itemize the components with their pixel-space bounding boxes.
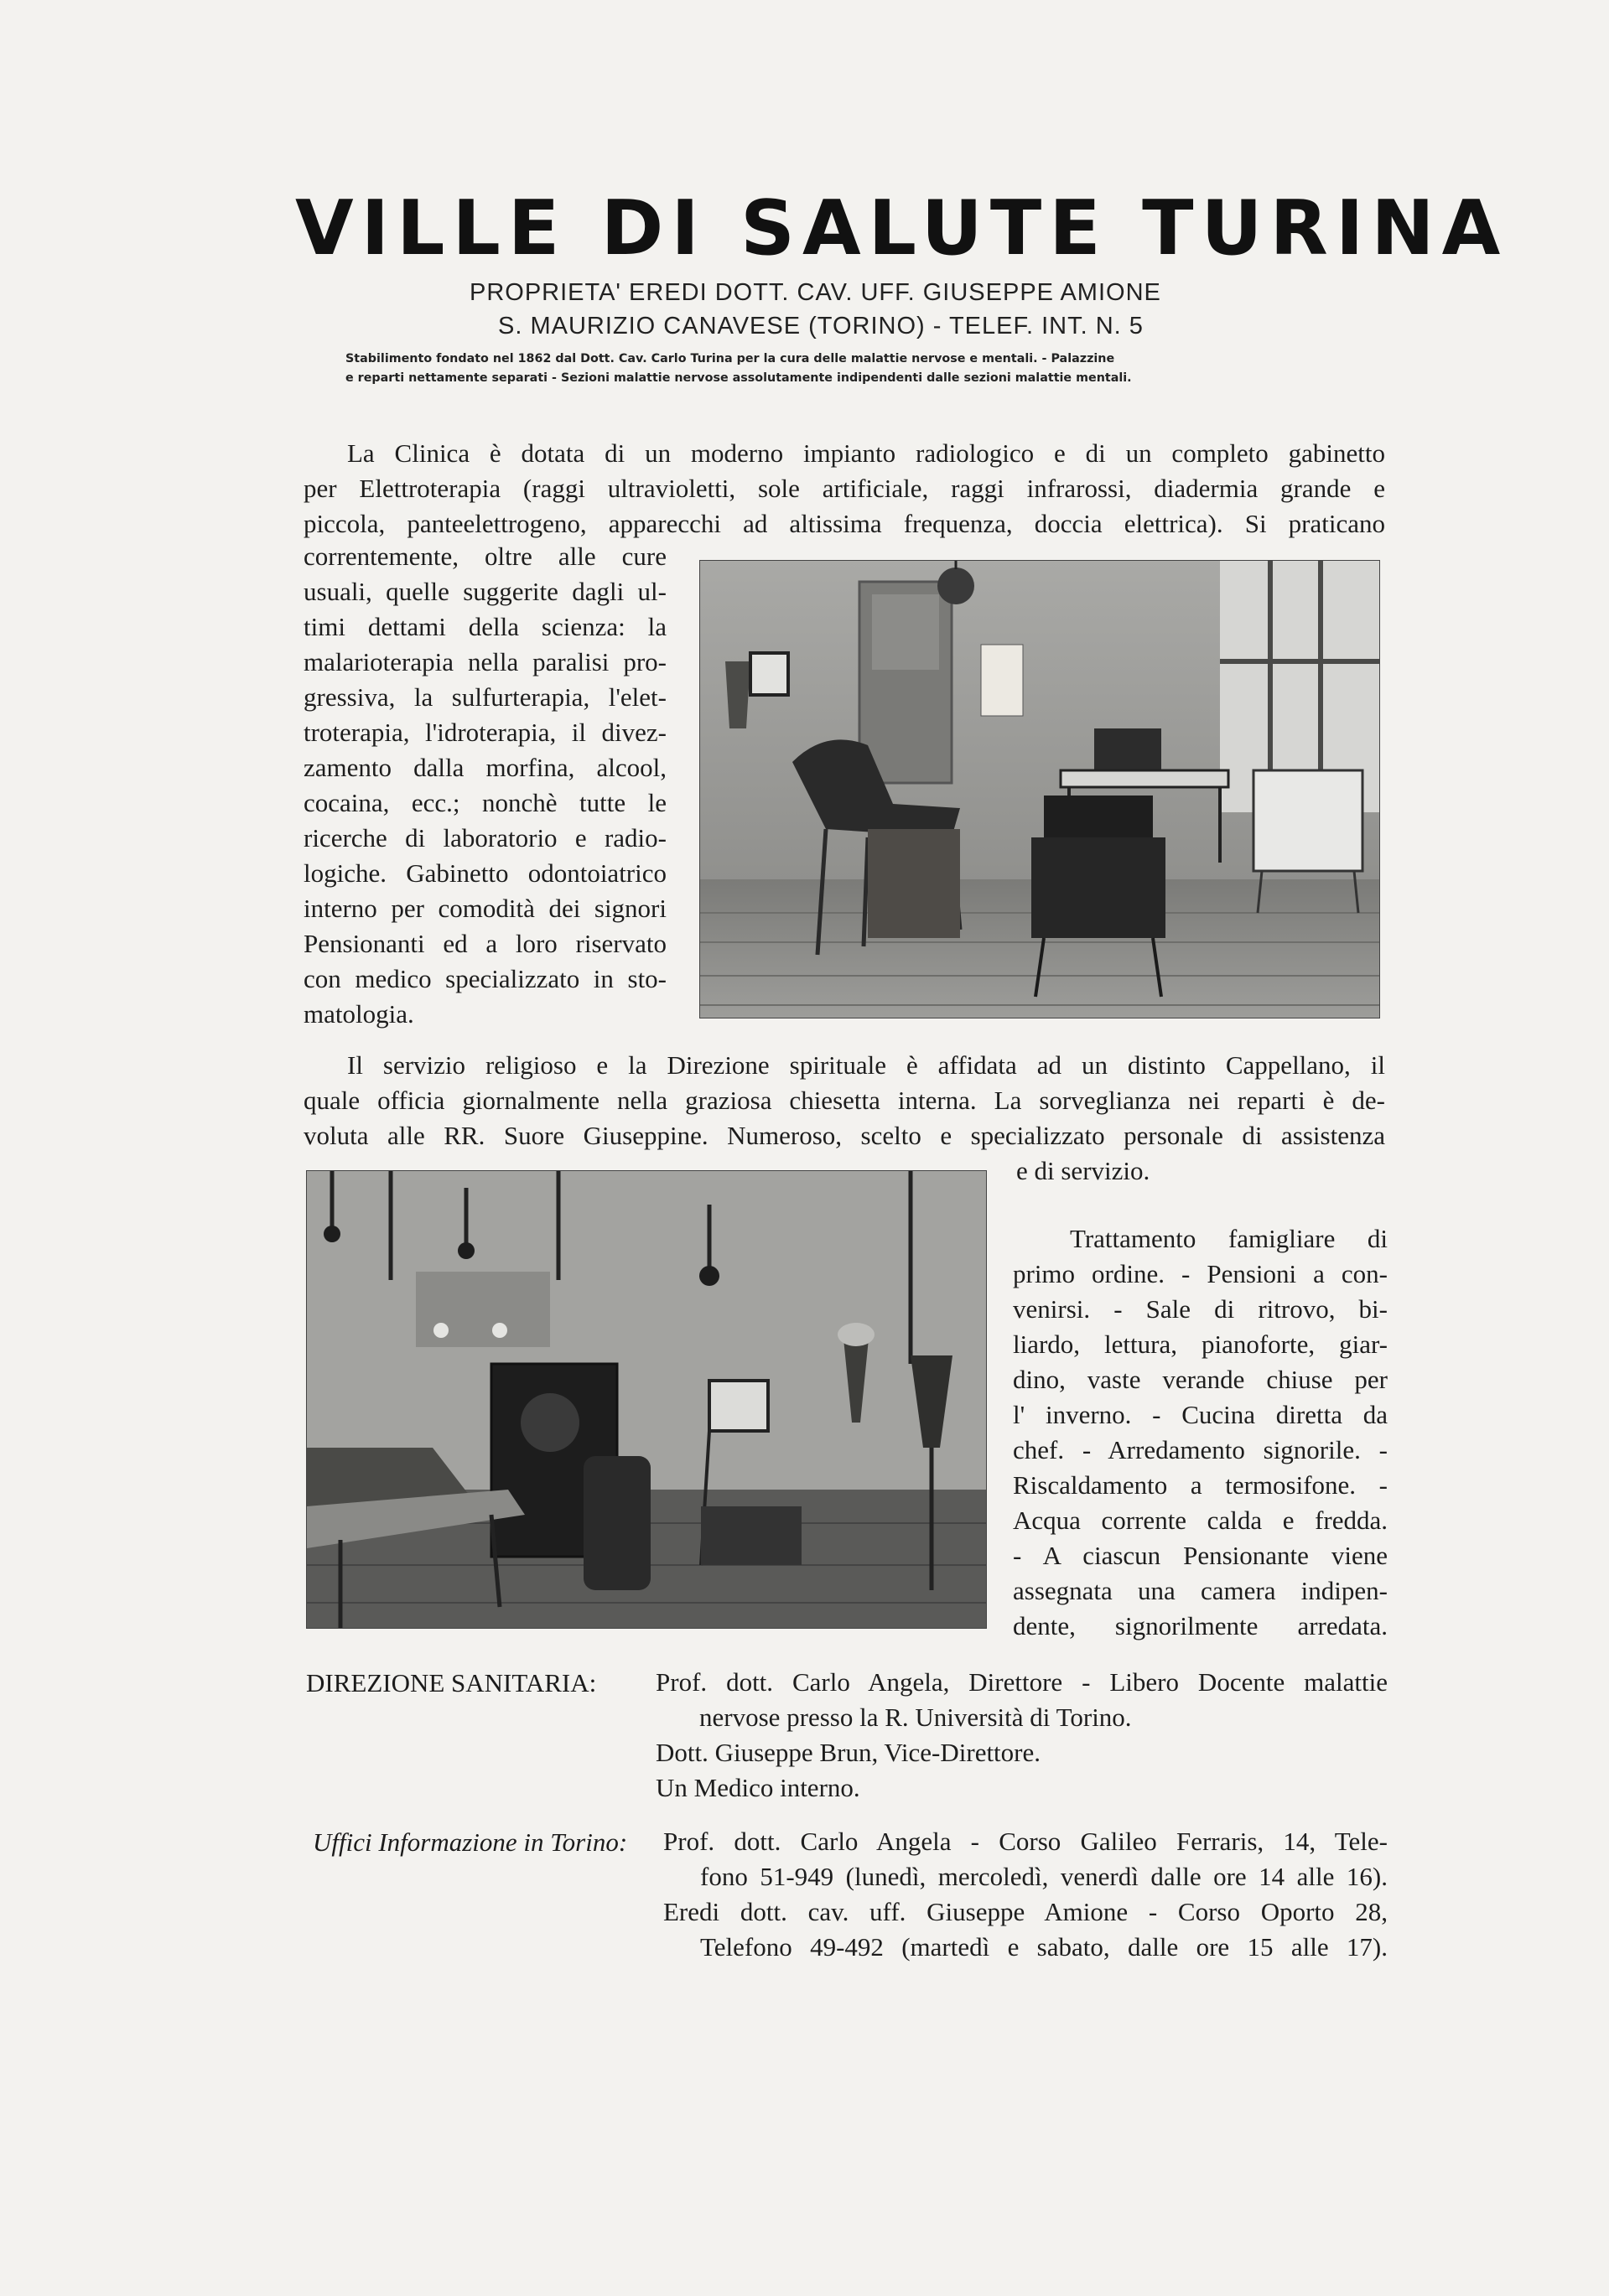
column-line: Pensionanti ed a loro riservato	[304, 929, 667, 958]
intro-paragraph	[304, 436, 1385, 542]
column-line: Riscaldamento a termosifone. -	[1013, 1470, 1388, 1500]
uffici-line: Telefono 49-492 (martedì e sabato, dalle ore 15 alle 17).	[700, 1932, 1388, 1962]
column-line: - A ciascun Pensionante viene	[1013, 1541, 1388, 1570]
direzione-line: Un Medico interno.	[656, 1773, 860, 1802]
religious-line-end: e di servizio.	[1016, 1156, 1150, 1185]
direzione-label: DIREZIONE SANITARIA:	[306, 1668, 597, 1697]
column-line: dino, vaste verande chiuse per	[1013, 1365, 1388, 1394]
uffici-line: Eredi dott. cav. uff. Giuseppe Amione - Corso Oporto 28,	[663, 1897, 1388, 1926]
column-line: ricerche di laboratorio e radio-	[304, 823, 667, 853]
foundation-line-1: Stabilimento fondato nel 1862 dal Dott. Cav. Carlo Turina per la cura delle malattie nervose e mentali. - Palazzine	[345, 352, 1115, 365]
intro-line: piccola, panteelettrogeno, apparecchi ad altissima frequenza, doccia elettrica). Si praticano	[304, 509, 1385, 538]
direzione-line: Prof. dott. Carlo Angela, Direttore - Libero Docente malattie	[656, 1667, 1388, 1697]
religious-line: voluta alle RR. Suore Giuseppine. Numeroso, scelto e specializzato personale di assistenza	[304, 1121, 1385, 1150]
direzione-block	[656, 1665, 1388, 1806]
column-line: gressiva, la sulfurterapia, l'elet-	[304, 682, 667, 712]
photo-radiology-room	[306, 1170, 987, 1629]
uffici-label: Uffici Informazione in Torino:	[313, 1827, 628, 1857]
column-line: assegnata una camera indipen-	[1013, 1576, 1388, 1605]
uffici-line: fono 51-949 (lunedì, mercoledì, venerdì dalle ore 14 alle 16).	[700, 1862, 1388, 1891]
uffici-line: Prof. dott. Carlo Angela - Corso Galileo Ferraris, 14, Tele-	[663, 1827, 1388, 1856]
religious-line: quale officia giornalmente nella graziosa chiesetta interna. La sorveglianza nei reparti è de-	[304, 1086, 1385, 1115]
religious-line: Il servizio religioso e la Direzione spirituale è affidata ad un distinto Cappellano, il	[347, 1050, 1385, 1080]
column-line: con medico specializzato in sto-	[304, 964, 667, 993]
column-line: chef. - Arredamento signorile. -	[1013, 1435, 1388, 1464]
intro-line: per Elettroterapia (raggi ultravioletti, sole artificiale, raggi infrarossi, diadermia grande e	[304, 474, 1385, 503]
direzione-line: Dott. Giuseppe Brun, Vice-Direttore.	[656, 1738, 1041, 1767]
right-column-text	[1013, 1221, 1388, 1644]
column-line: usuali, quelle suggerite dagli ul-	[304, 577, 667, 606]
foundation-line-2: e reparti nettamente separati - Sezioni malattie nervose assolutamente indipendenti dalle sezioni malattie mentali.	[345, 371, 1132, 385]
column-line: dente, signorilmente arredata.	[1013, 1611, 1388, 1640]
left-column-text	[304, 539, 667, 1032]
column-line: malarioterapia nella paralisi pro-	[304, 647, 667, 676]
column-line: logiche. Gabinetto odontoiatrico	[304, 858, 667, 888]
column-line: Acqua corrente calda e fredda.	[1013, 1506, 1388, 1535]
column-line: venirsi. - Sale di ritrovo, bi-	[1013, 1294, 1388, 1324]
subtitle-address: S. MAURIZIO CANAVESE (TORINO) - TELEF. INT. N. 5	[498, 313, 1144, 339]
column-line: troterapia, l'idroterapia, il divez-	[304, 718, 667, 747]
column-line: primo ordine. - Pensioni a con-	[1013, 1259, 1388, 1288]
photo-electrotherapy-room	[699, 560, 1380, 1018]
religious-paragraph	[304, 1048, 1385, 1153]
direzione-line: nervose presso la R. Università di Torino.	[699, 1703, 1132, 1732]
page-title: VILLE DI SALUTE TURINA	[295, 184, 1508, 272]
intro-line: La Clinica è dotata di un moderno impianto radiologico e di un completo gabinetto	[347, 438, 1385, 468]
uffici-block	[663, 1824, 1388, 1965]
column-line: Trattamento famigliare di	[1070, 1224, 1388, 1253]
column-line: liardo, lettura, pianoforte, giar-	[1013, 1329, 1388, 1359]
column-line: timi dettami della scienza: la	[304, 612, 667, 641]
column-line: interno per comodità dei signori	[304, 894, 667, 923]
column-line: correntemente, oltre alle cure	[304, 542, 667, 571]
column-line: l' inverno. - Cucina diretta da	[1013, 1400, 1388, 1429]
subtitle-owner: PROPRIETA' EREDI DOTT. CAV. UFF. GIUSEPPE AMIONE	[470, 279, 1161, 306]
column-line: zamento dalla morfina, alcool,	[304, 753, 667, 782]
column-line: matologia.	[304, 999, 414, 1029]
column-line: cocaina, ecc.; nonchè tutte le	[304, 788, 667, 817]
